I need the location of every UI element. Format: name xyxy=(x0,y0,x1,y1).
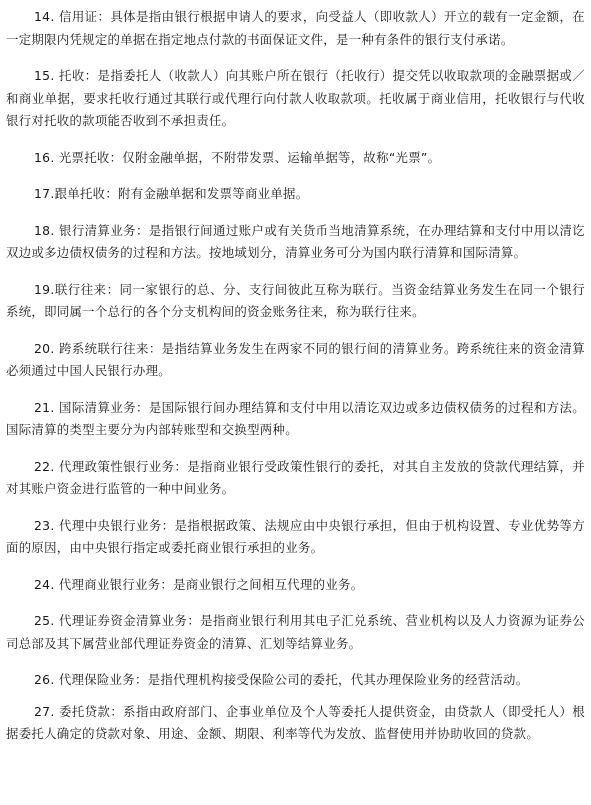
entry-number: 22. xyxy=(34,458,55,474)
entry-number: 24. xyxy=(34,576,55,592)
entry-text: 代理保险业务：是指代理机构接受保险公司的委托，代其办理保险业务的经营活动。 xyxy=(58,672,529,687)
entry-text: 代理政策性银行业务：是指商业银行受政策性银行的委托，对其自主发放的贷款代理结算，并对其账户资金进行监管的一种中间业务。 xyxy=(6,458,585,496)
entry-text: 跟单托收：附有金融单据和发票等商业单据。 xyxy=(54,186,309,201)
entry-21 xyxy=(6,397,585,442)
entry-text: 代理中央银行业务：是指根据政策、法规应由中央银行承担，但由于机构设置、专业优势等方面的原因，由中央银行指定或委托商业银行承担的业务。 xyxy=(6,517,585,555)
entry-text: 银行清算业务：是指银行间通过账户或有关货币当地清算系统，在办理结算和支付中用以清讫双边或多边债权债务的过程和方法。按地域划分，清算业务可分为国内联行清算和国际清算。 xyxy=(6,222,585,260)
entry-number: 19. xyxy=(34,281,55,297)
entry-26 xyxy=(6,669,585,692)
entry-number: 21. xyxy=(34,399,55,415)
entry-text: 代理证券资金清算业务：是指商业银行利用其电子汇兑系统、营业机构以及人力资源为证券公司总部及其下属营业部代理证券资金的清算、汇划等结算业务。 xyxy=(6,613,585,651)
entry-number: 17. xyxy=(34,186,55,201)
entry-text: 托收：是指委托人（收款人）向其账户所在银行（托收行）提交凭以收取款项的金融票据或／和商业单据，要求托收行通过其联行或代理行向付款人收取款项。托收属于商业信用，托收银行与代收银行对托收的款项能否收到不承担责任。 xyxy=(6,68,585,128)
entry-18 xyxy=(6,220,585,265)
entry-number: 23. xyxy=(34,517,55,533)
entry-text: 跨系统联行往来：是指结算业务发生在两家不同的银行间的清算业务。跨系统往来的资金清算必须通过中国人民银行办理。 xyxy=(6,340,585,378)
entry-number: 18. xyxy=(34,222,55,238)
entry-text: 代理商业银行业务：是商业银行之间相互代理的业务。 xyxy=(58,576,364,592)
entry-22 xyxy=(6,456,585,501)
entry-number: 25. xyxy=(34,613,55,628)
entry-number: 14. xyxy=(34,9,55,24)
entry-24 xyxy=(6,574,585,597)
entry-25 xyxy=(6,610,585,655)
entry-19 xyxy=(6,279,585,324)
entry-20 xyxy=(6,338,585,383)
entry-number: 26. xyxy=(34,672,55,687)
entry-number: 15. xyxy=(34,68,55,83)
entry-text: 光票托收：仅附金融单据，不附带发票、运输单据等，故称“光票”。 xyxy=(58,149,441,165)
entry-17 xyxy=(6,183,585,206)
entry-text: 联行往来：同一家银行的总、分、支行间彼此互称为联行。当资金结算业务发生在同一个银行系统，即同属一个总行的各个分支机构间的资金账务往来，称为联行往来。 xyxy=(6,281,585,319)
entry-23 xyxy=(6,515,585,560)
entry-16 xyxy=(6,147,585,170)
entry-text: 委托贷款：系指由政府部门、企事业单位及个人等委托人提供资金，由贷款人（即受托人）根据委托人确定的贷款对象、用途、金额、期限、利率等代为发放、监督使用并协助收回的贷款。 xyxy=(6,703,585,741)
entry-27 xyxy=(6,701,585,746)
entry-text: 信用证：具体是指由银行根据申请人的要求，向受益人（即收款人）开立的载有一定金额，在一定期限内凭规定的单据在指定地点付款的书面保证文件，是一种有条件的银行支付承诺。 xyxy=(6,9,585,47)
entry-number: 27. xyxy=(34,703,55,719)
entry-text: 国际清算业务：是国际银行间办理结算和支付中用以清讫双边或多边债权债务的过程和方法。国际清算的类型主要分为内部转账型和交换型两种。 xyxy=(6,399,585,437)
entry-number: 20. xyxy=(34,340,55,356)
entry-14 xyxy=(6,6,585,51)
entry-number: 16. xyxy=(34,149,55,165)
entry-15 xyxy=(6,65,585,133)
